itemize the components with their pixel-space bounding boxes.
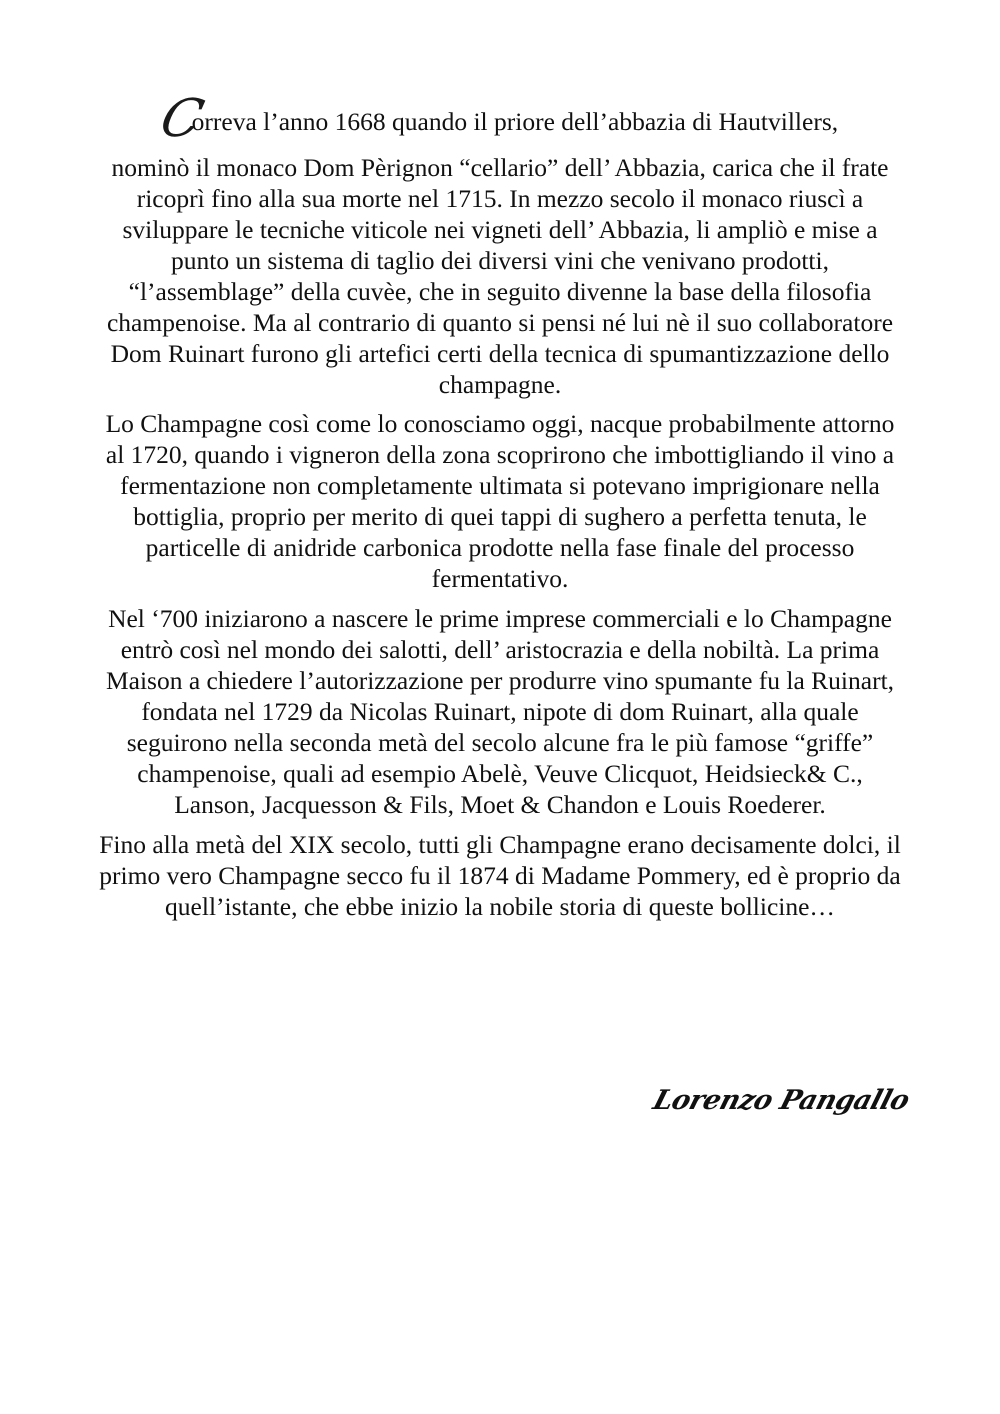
paragraph-2: Lo Champagne così come lo conosciamo oggi, nacque probabilmente attorno al 1720, quando i vigneron della zona scoprirono che imbottigliando il vino a fermentazione non completamente ultimata si potevano imprigionare nella bottiglia, proprio per merito di quei tappi di sughero a perfetta tenuta, le particelle di anidride carbonica prodotte nella fase finale del processo fermentativo. [105, 409, 895, 593]
paragraph-1-opening: orreva l’anno 1668 quando il priore dell’abbazia di Hautvillers, [191, 107, 839, 136]
drop-cap: C [154, 89, 210, 149]
paragraph-1-body: nominò il monaco Dom Pèrignon “cellario” dell’ Abbazia, carica che il frate ricoprì fino alla sua morte nel 1715. In mezzo secolo il monaco riuscì a sviluppare le tecniche viticole nei vigneti dell’ Abbazia, li ampliò e mise a punto un sistema di taglio dei diversi vini che venivano prodotti, “l’assemblage” della cuvèe, che in seguito divenne la base della filosofia champenoise. Ma al contrario di quanto si pensi né lui nè il suo collaboratore Dom Ruinart furono gli artefici certi della tecnica di spumantizzazione dello champagne. [106, 153, 894, 399]
paragraph-4: Fino alla metà del XIX secolo, tutti gli Champagne erano decisamente dolci, il primo vero Champagne secco fu il 1874 di Madame Pommery, ed è proprio da quell’istante, che ebbe inizio la nobile storia di queste bollicine… [99, 830, 901, 921]
paragraph-1 [95, 89, 905, 400]
body-text [95, 89, 905, 931]
paragraph-1-first-line [95, 89, 905, 152]
paragraph-3: Nel ‘700 iniziarono a nascere le prime imprese commerciali e lo Champagne entrò così nel mondo dei salotti, dell’ aristocrazia e della nobiltà. La prima Maison a chiedere l’autorizzazione per produrre vino spumante fu la Ruinart, fondata nel 1729 da Nicolas Ruinart, nipote di dom Ruinart, alla quale seguirono nella seconda metà del secolo alcune fra le più famose “griffe” champenoise, quali ad esempio Abelè, Veuve Clicquot, Heidsieck& C., Lanson, Jacquesson & Fils, Moet & Chandon e Louis Roederer. [105, 604, 895, 819]
author-signature: Lorenzo Pangallo [649, 1085, 913, 1116]
